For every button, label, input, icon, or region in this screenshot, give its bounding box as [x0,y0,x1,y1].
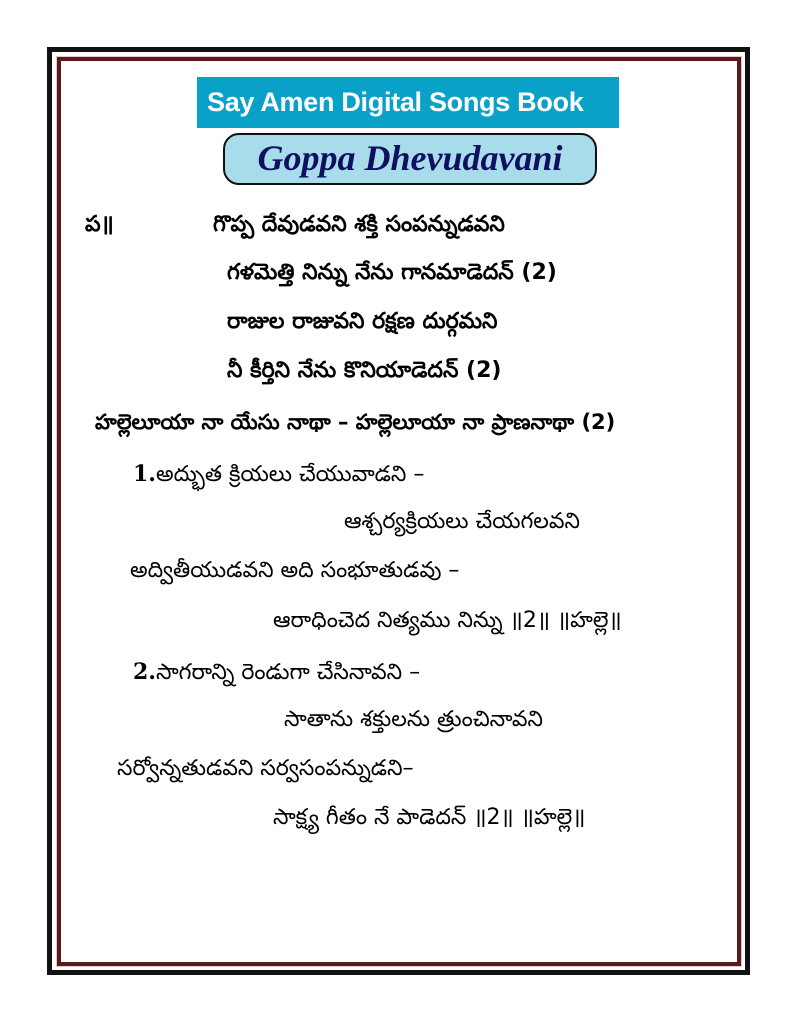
pallavi-line-4: నీ కీర్తిని నేను కొనియాడెదన్ (2) [227,358,502,383]
verse-2-number: 2. [133,659,156,685]
verse-2-line-2: సాతాను శక్తులను త్రుంచినావని [284,707,543,732]
pallavi-line-2: గళమెత్తి నిన్ను నేను గానమాడెదన్ (2) [227,260,557,285]
pallavi-marker: ప॥ [85,212,114,237]
verse-1-line-2: ఆశ్చర్యక్రియలు చేయగలవని [344,509,580,534]
chorus-line: హల్లెలూయా నా యేసు నాథా – హల్లెలూయా నా ప్రాణనాథా (2) [95,410,616,434]
pallavi-line-3: రాజుల రాజువని రక్షణ దుర్గమని [227,309,498,334]
verse-1-number: 1. [133,461,156,487]
verse-2-line-3: సర్వోన్నతుడవని సర్వసంపన్నుడని– [117,756,414,781]
song-title: Goppa Dhevudavani [223,133,597,185]
verse-2-line-1 [133,657,420,688]
verse-2-line-1-text: సాగరాన్ని రెండుగా చేసినావని – [155,660,421,685]
pallavi-line-1: గొప్ప దేవుడవని శక్తి సంపన్నుడవని [213,212,505,237]
verse-1-line-3: అద్వితీయుడవని అది సంభూతుడవు – [130,558,460,583]
verse-1-line-1 [133,459,424,490]
verse-1-line-4: ఆరాధించెద నిత్యము నిన్ను ॥2॥ ॥హల్లె॥ [273,608,622,633]
songbook-banner: Say Amen Digital Songs Book [197,77,619,128]
verse-1-line-1-text: అద్భుత క్రియలు చేయువాడని – [155,462,425,487]
verse-2-line-4: సాక్ష్య గీతం నే పాడెదన్ ॥2॥ ॥హల్లె॥ [273,805,586,830]
